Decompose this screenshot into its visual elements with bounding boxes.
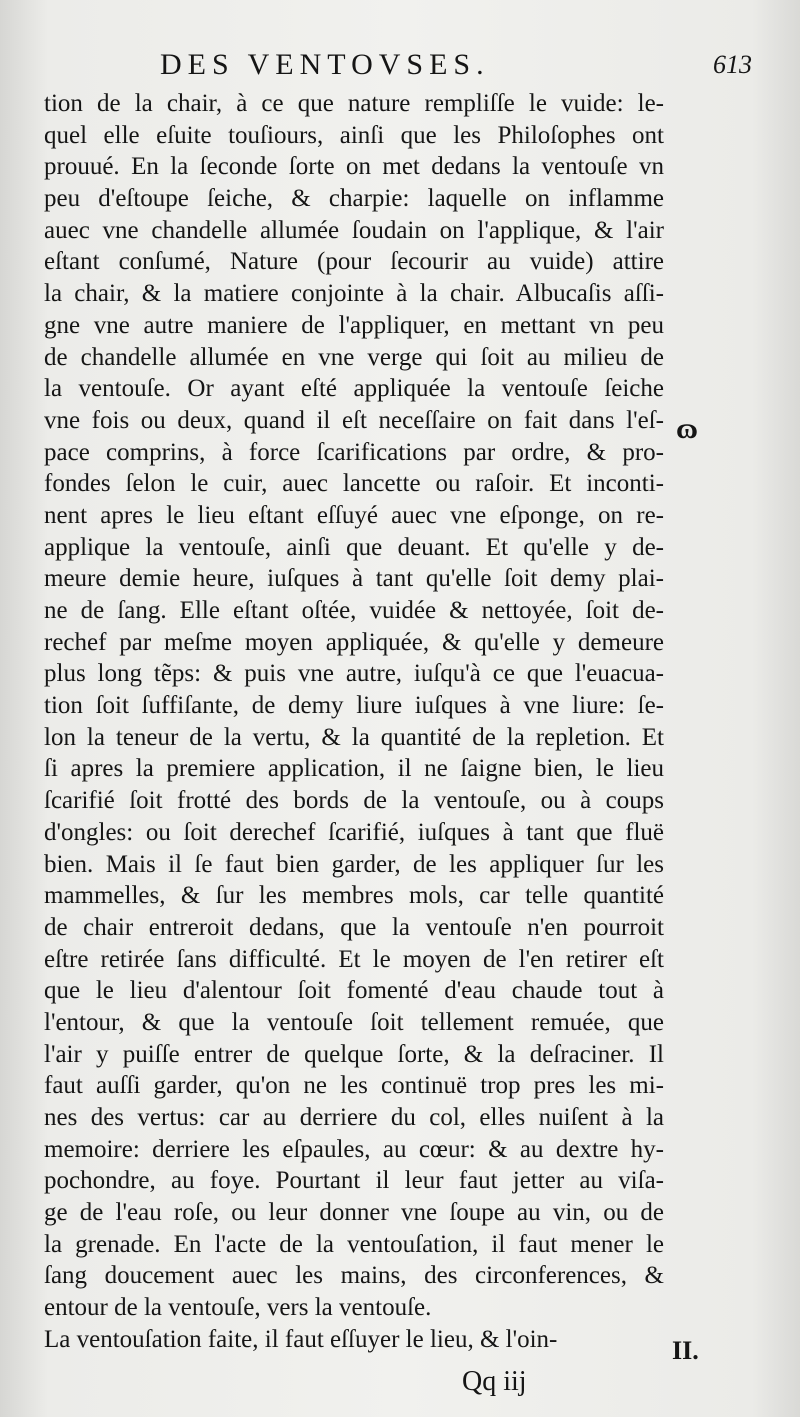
text-line: de chandelle allumée en vne verge qui ſoit au milieu de: [44, 343, 664, 371]
text-line: ge de l'eau roſe, ou leur donner vne ſoupe au vin, ou de: [44, 1199, 664, 1227]
text-line: ſcarifié ſoit frotté des bords de la ventouſe, ou à coups: [44, 787, 664, 815]
margin-mark: ɷ: [676, 412, 698, 445]
signature-mark: Qq iij: [462, 1366, 527, 1397]
text-line: bien. Mais il ſe faut bien garder, de les appliquer ſur les: [44, 850, 664, 878]
text-line: ne de ſang. Elle eſtant oſtée, vuidée & nettoyée, ſoit de-: [44, 597, 664, 624]
text-line: auec vne chandelle allumée ſoudain on l'applique, & l'air: [44, 216, 664, 244]
text-line: tion ſoit ſuffiſante, de demy liure iuſques à vne liure: ſe-: [44, 692, 664, 720]
text-line: la chair, & la matiere conjointe à la chair. Albucaſis aſſi-: [44, 280, 664, 308]
text-line: ſang doucement auec les mains, des circonferences, &: [44, 1262, 664, 1290]
margin-section-number: II.: [672, 1336, 699, 1365]
text-line: faut auſſi garder, qu'on ne les continuë trop pres les mi-: [44, 1072, 664, 1100]
text-line: l'entour, & que la ventouſe ſoit tellement remuée, que: [44, 1008, 664, 1036]
text-line: pochondre, au foye. Pourtant il leur faut jetter au viſa-: [44, 1167, 664, 1195]
text-line: entour de la ventouſe, vers la ventouſe.: [44, 1294, 432, 1322]
text-line: tion de la chair, à ce que nature rempliſſe le vuide: le-: [44, 90, 664, 117]
text-line: eſtant conſumé, Nature (pour ſecourir au vuide) attire: [44, 248, 664, 276]
text-line: rechef par meſme moyen appliquée, & qu'elle y demeure: [44, 628, 664, 656]
text-line: eſtre retirée ſans difficulté. Et le moyen de l'en retirer eſt: [44, 945, 664, 973]
text-line: vne fois ou deux, quand il eſt neceſſaire on fait dans l'eſ-: [44, 406, 664, 434]
text-line: la grenade. En l'acte de la ventouſation, il faut mener le: [44, 1230, 664, 1258]
text-line: gne vne autre maniere de l'appliquer, en mettant vn peu: [44, 311, 664, 339]
text-line: peu d'eſtoupe ſeiche, & charpie: laquelle on inflamme: [44, 185, 664, 213]
text-line: que le lieu d'alentour ſoit fomenté d'eau chaude tout à: [44, 977, 664, 1005]
text-line: meure demie heure, iuſques à tant qu'elle ſoit demy plai-: [44, 565, 664, 593]
text-line: prouué. En la ſeconde ſorte on met dedans la ventouſe vn: [44, 153, 664, 181]
text-line: l'air y puiſſe entrer de quelque ſorte, & la deſraciner. Il: [44, 1040, 664, 1068]
text-line: nent apres le lieu eſtant eſſuyé auec vne eſponge, on re-: [44, 501, 664, 529]
text-line: lon la teneur de la vertu, & la quantité de la repletion. Et: [44, 723, 664, 751]
text-line: ſi apres la premiere application, il ne ſaigne bien, le lieu: [44, 755, 664, 783]
text-line: d'ongles: ou ſoit derechef ſcarifié, iuſques à tant que fluë: [44, 818, 664, 846]
text-line: mammelles, & ſur les membres mols, car telle quantité: [44, 882, 664, 910]
body-text: [44, 88, 664, 1356]
page-header: [160, 48, 760, 88]
page-number: 613: [713, 50, 752, 79]
text-line: quel elle eſuite touſiours, ainſi que les Philoſophes ont: [44, 121, 664, 149]
text-line: la ventouſe. Or ayant eſté appliquée la ventouſe ſeiche: [44, 375, 664, 403]
text-line: de chair entreroit dedans, que la ventouſe n'en pourroit: [44, 913, 664, 941]
running-head: DES VENTOVSES.: [160, 48, 490, 81]
text-line: pace comprins, à force ſcarifications par ordre, & pro-: [44, 438, 664, 466]
text-line: nes des vertus: car au derriere du col, elles nuiſent à la: [44, 1104, 664, 1131]
text-line: applique la ventouſe, ainſi que deuant. Et qu'elle y de-: [44, 533, 664, 561]
text-line: plus long tẽps: & puis vne autre, iuſqu'à ce que l'euacua-: [44, 660, 664, 688]
text-line: fondes ſelon le cuir, auec lancette ou raſoir. Et inconti-: [44, 470, 664, 498]
text-line: memoire: derriere les eſpaules, au cœur: & au dextre hy-: [44, 1135, 664, 1163]
text-line: La ventouſation faite, il faut eſſuyer le lieu, & l'oin-: [44, 1325, 558, 1353]
